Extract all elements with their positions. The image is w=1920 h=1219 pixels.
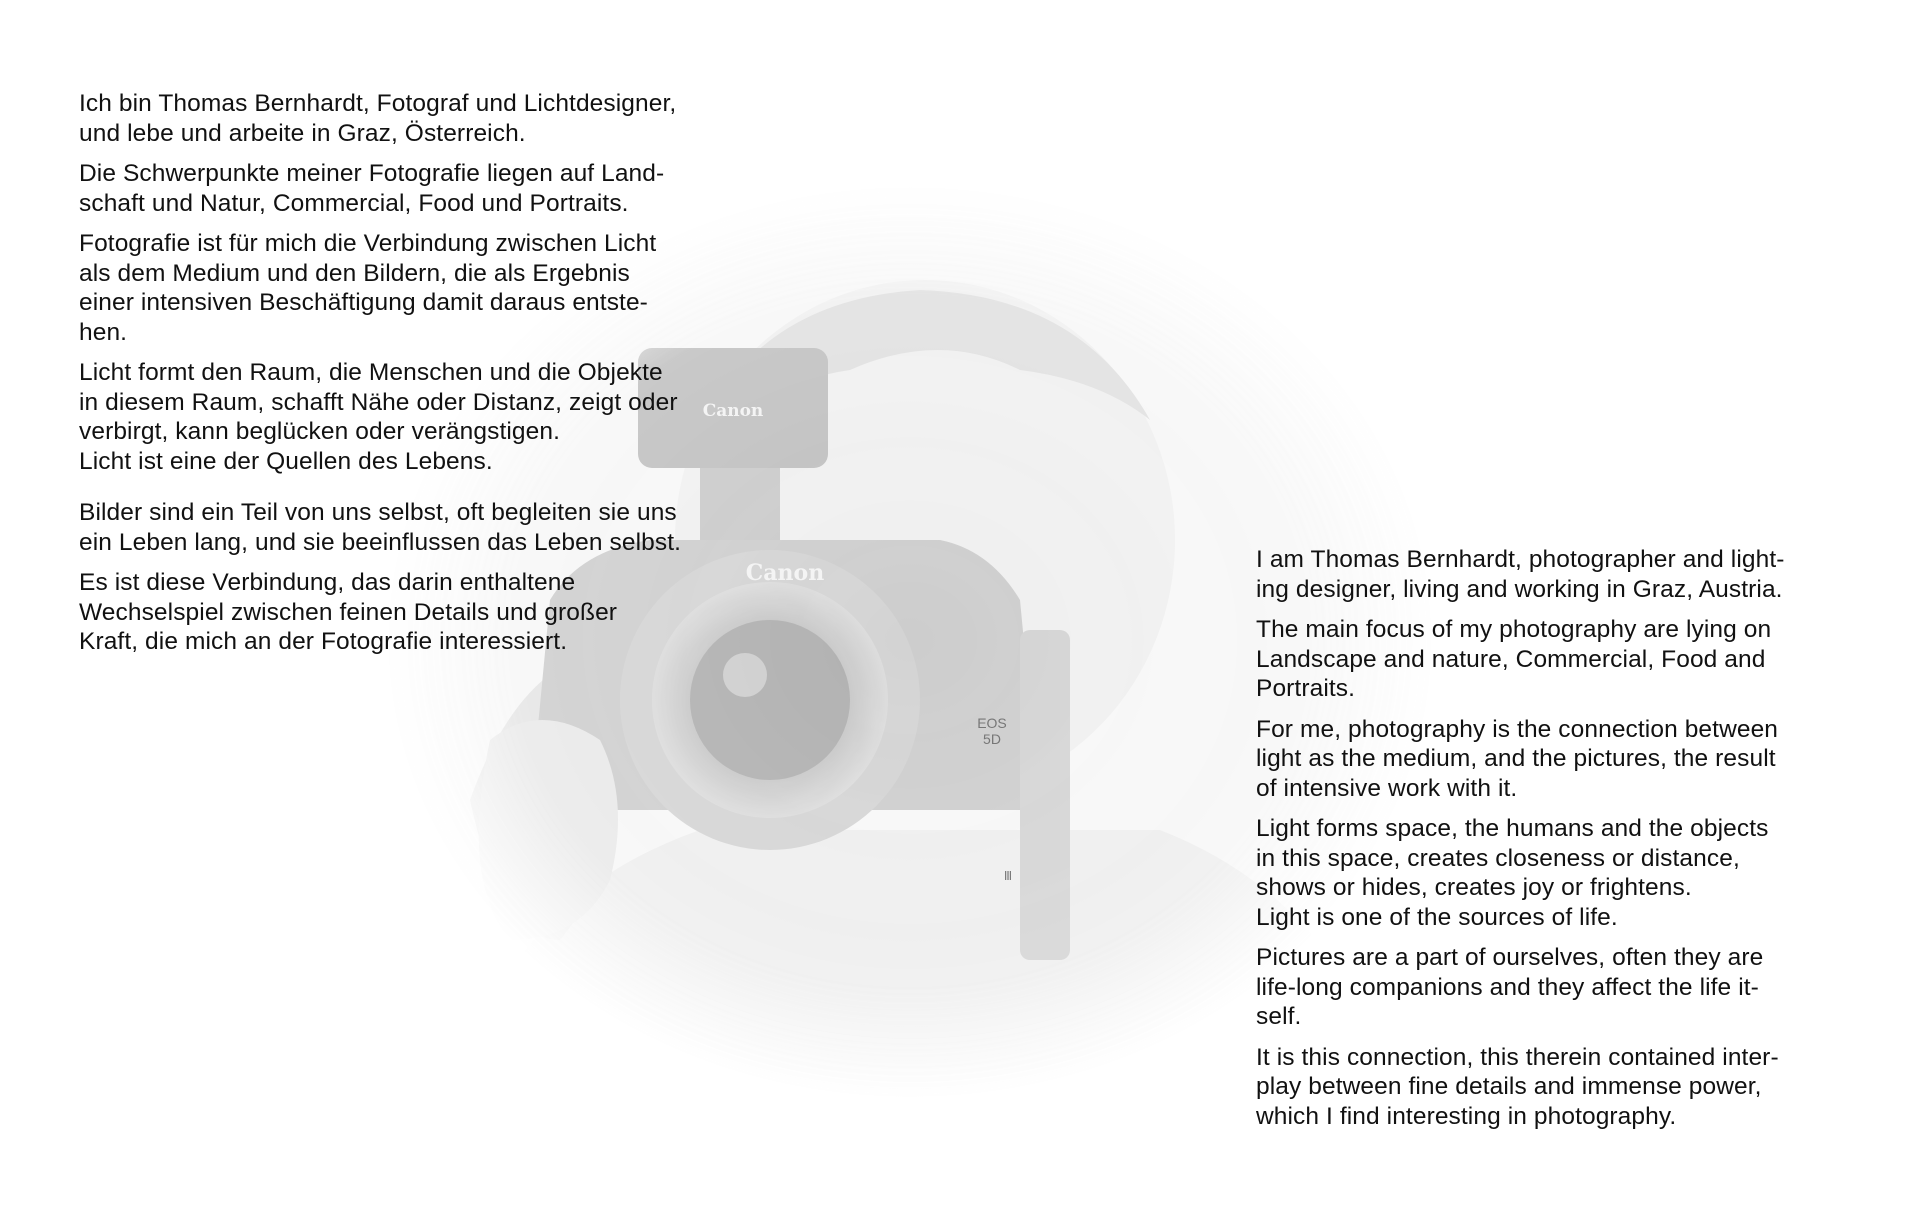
english-paragraph-light: Light forms space, the humans and the objects in this space, creates closeness or distance, shows or hides, creates joy or frightens. Light is one of the sources of life. (1256, 815, 1769, 931)
german-paragraph-focus: Die Schwerpunkte meiner Fotografie liegen auf Land- schaft und Natur, Commercial, Food und Portraits. (79, 160, 665, 217)
english-paragraph-photography: For me, photography is the connection between light as the medium, and the pictures, the result of intensive work with it. (1256, 715, 1779, 802)
camera-brand-text: Canon (745, 560, 825, 586)
german-paragraph-photography: Fotografie ist für mich die Verbindung zwischen Licht als dem Medium und den Bildern, die als Ergebnis einer intensiven Beschäftigung damit daraus entste- hen. (79, 230, 657, 346)
german-paragraph-intro: Ich bin Thomas Bernhardt, Fotograf und Lichtdesigner, und lebe und arbeite in Graz, Österreich. (79, 90, 677, 147)
english-paragraph-pictures: Pictures are a part of ourselves, often they are life-long companions and they affect the life it- self. (1256, 944, 1764, 1030)
camera-model-text: EOS 5D (977, 715, 1007, 747)
german-paragraph-light: Licht formt den Raum, die Menschen und die Objekte in diesem Raum, schafft Nähe oder Distanz, zeigt oder verbirgt, kann beglücken oder verängstigen. Licht ist eine der Quellen des Lebens. (79, 359, 678, 475)
english-paragraph-connection: It is this connection, this therein contained inter- play between fine details and immense power, which I find interesting in photography. (1256, 1043, 1779, 1130)
german-text-column (79, 89, 779, 668)
flash-brand-text: Canon (702, 401, 764, 421)
german-paragraph-connection: Es ist diese Verbindung, das darin enthaltene Wechselspiel zwischen feinen Details und großer Kraft, die mich an der Fotografie interessiert. (79, 569, 618, 655)
camera-strap (1020, 630, 1070, 960)
camera-mark-text: Ⅲ (1003, 869, 1013, 883)
english-paragraph-intro: I am Thomas Bernhardt, photographer and light- ing designer, living and working in Graz, Austria. (1256, 546, 1785, 603)
english-text-column (1256, 545, 1916, 1142)
german-paragraph-pictures: Bilder sind ein Teil von uns selbst, oft begleiten sie uns ein Leben lang, und sie beeinflussen das Leben selbst. (79, 499, 682, 556)
english-paragraph-focus: The main focus of my photography are lying on Landscape and nature, Commercial, Food and Portraits. (1256, 616, 1772, 702)
